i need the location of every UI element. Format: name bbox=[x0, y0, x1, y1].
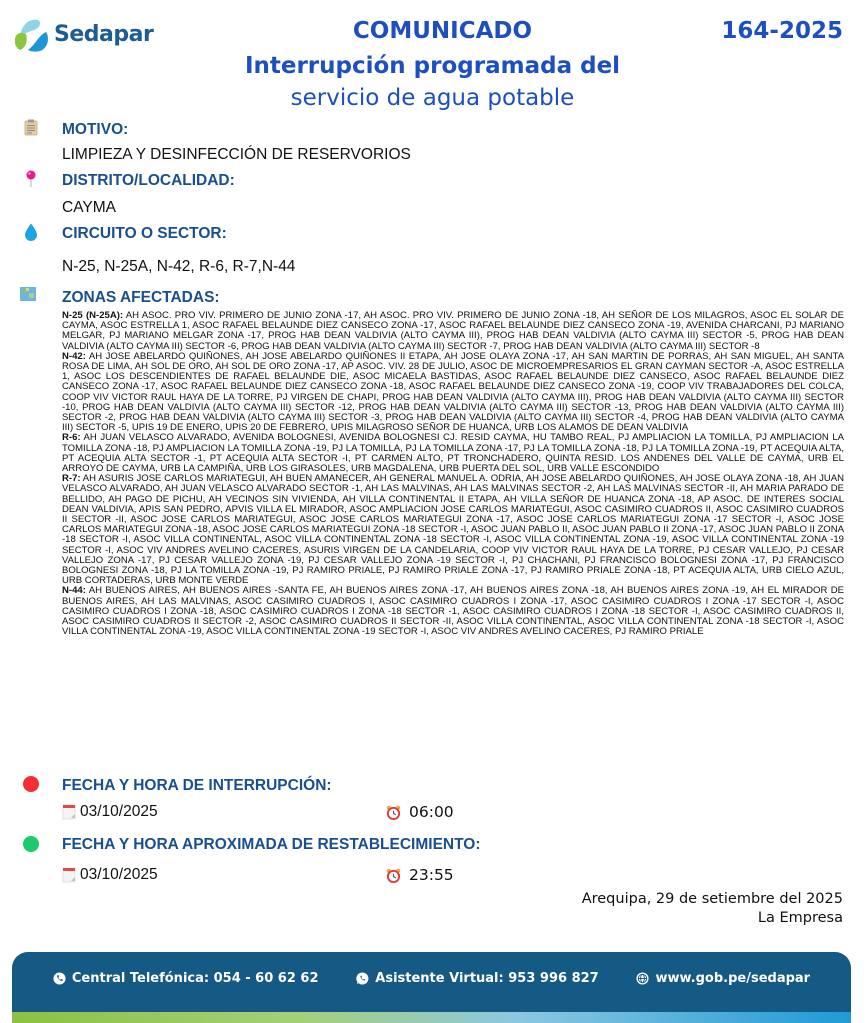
green-status-dot-icon bbox=[23, 836, 39, 852]
footer-virtual-assistant[interactable] bbox=[356, 971, 598, 986]
zone-paragraph bbox=[62, 433, 844, 474]
footer-website-link[interactable] bbox=[636, 971, 810, 986]
page-title: COMUNICADO bbox=[352, 18, 533, 44]
interrupcion-time bbox=[386, 803, 454, 821]
zone-text: AH JOSE ABELARDO QUIÑONES, AH JOSE ABELARDO QUIÑONES II ETAPA, AH JOSE OLAYA ZONA -17, AH SAN MARTIN DE PORRAS, AH SAN MIGUEL, AH SANTA ROSA DE LIMA, AH SOL DE ORO, AH SOL DE ORO ZONA -17, AP ASOC. VIV. 28 DE JULIO, ASOC DE MICROEMPRESARIOS EL GRAN CAYMAN SECTOR -A, ASOC ESTRELLA 1, ASOC LOS DESCENDIENTES DE RAFAEL BELAUNDE DIE, ASOC MICAELA BASTIDAS, ASOC RAFAEL BELAUNDE DIEZ CANSECO, ASOC RAFAEL BELAUNDE DIEZ CANSECO ZONA -17, ASOC RAFAEL BELAUNDE DIEZ CANSECO ZONA -18, ASOC RAFAEL BELAUNDE DIEZ CANSECO ZONA -19, COOP VIV TRABAJADORES DEL COLCA, COOP VIV VICTOR RAUL HAYA DE LA TORRE, PJ VIRGEN DE CHAPI, PROG HAB DEAN VALDIVIA (ALTO CAYMA III), PROG HAB DEAN VALDIVIA (ALTO CAYMA III) SECTOR -10, PROG HAB DEAN VALDIVIA (ALTO CAYMA III) SECTOR -12, PROG HAB DEAN VALDIVIA (ALTO CAYMA III) SECTOR -13, PROG HAB DEAN VALDIVIA (ALTO CAYMA III) SECTOR -2, PROG HAB DEAN VALDIVIA (ALTO CAYMA III) SECTOR -3, PROG HAB DEAN VALDIVIA (ALTO CAYMA III) SECTOR -4, PROG HAB DEAN VALDIVIA (ALTO CAYMA III) SECTOR -5, UPIS 19 DE ENERO, UPIS 20 DE FEBRERO, UPIS MILAGROSO SEÑOR DE HUANCA, URB LOS ALAMOS DE DEAN VALDIVIA bbox=[62, 350, 844, 434]
zone-sector: N-25 (N-25A): bbox=[62, 310, 124, 321]
red-status-dot-icon bbox=[23, 776, 39, 792]
footer-website-text: www.gob.pe/sedapar bbox=[655, 971, 811, 986]
signature-block bbox=[582, 890, 843, 928]
droplet-icon bbox=[24, 223, 38, 241]
zone-paragraph bbox=[62, 474, 844, 586]
document-number: 164-2025 bbox=[721, 18, 843, 44]
zone-paragraph bbox=[62, 311, 844, 352]
zone-sector: N-44: bbox=[62, 585, 86, 597]
motivo-value: LIMPIEZA Y DESINFECCIÓN DE RESERVORIOS bbox=[62, 146, 411, 163]
distrito-value: CAYMA bbox=[62, 199, 116, 216]
subtitle-line-2: servicio de agua potable bbox=[290, 85, 575, 111]
restablecimiento-date bbox=[62, 866, 158, 884]
footer-phone-text: Central Telefónica: 054 - 60 62 62 bbox=[71, 971, 319, 986]
calendar-icon bbox=[62, 867, 76, 883]
zone-sector: R-7: bbox=[62, 473, 81, 485]
zonas-label: ZONAS AFECTADAS: bbox=[62, 289, 220, 306]
footer-contact-bar bbox=[12, 952, 851, 1023]
zone-sector: R-6: bbox=[62, 432, 81, 444]
circuito-value: N-25, N-25A, N-42, R-6, R-7,N-44 bbox=[62, 258, 296, 275]
pushpin-icon bbox=[25, 170, 37, 188]
subtitle-line-1: Interrupción programada del bbox=[244, 53, 621, 79]
zone-sector: N-42: bbox=[62, 350, 86, 362]
circuito-label: CIRCUITO O SECTOR: bbox=[62, 225, 227, 242]
restablecimiento-date-value: 03/10/2025 bbox=[80, 866, 158, 883]
logo-text: Sedapar bbox=[54, 21, 154, 47]
restablecimiento-time bbox=[386, 866, 454, 884]
affected-zones-list bbox=[62, 311, 844, 638]
phone-icon bbox=[53, 972, 66, 985]
interrupcion-date bbox=[62, 803, 158, 821]
zone-text: AH ASURIS JOSE CARLOS MARIATEGUI, AH BUEN AMANECER, AH GENERAL MANUEL A. ODRIA, AH JOSE ABELARDO QUIÑONES, AH JOSE OLAYA ZONA -18, AH JUAN VELASCO ALVARADO, AH JUAN VELASCO ALVARADO SECTOR -1, AH LAS MALVINAS, AH LAS MALVINAS SECTOR -2, AH LAS MALVINAS SECTOR -II, AH MARIA PARADO DE BELLIDO, AH PAGO DE PICHU, AH VECINOS SIN VIVIENDA, AH VILLA CONTINENTAL II ETAPA, AH VILLA SEÑOR DE HUANCA ZONA -18, AP ASOC. DE INTERES SOCIAL DEAN VALDIVIA, APIS SAN PEDRO, APVIS VILLA EL MIRADOR, ASOC AMPLIACION JOSE CARLOS MARIATEGUI, ASOC CASIMIRO CUADROS II, ASOC CASIMIRO CUADROS II SECTOR -II, ASOC JOSE CARLOS MARIATEGUI, ASOC JOSE CARLOS MARIATEGUI ZONA -17, ASOC JOSE CARLOS MARIATEGUI ZONA -17 SECTOR -I, ASOC JOSE CARLOS MARIATEGUI ZONA -18, ASOC JOSE CARLOS MARIATEGUI ZONA -18 SECTOR -I, ASOC JUAN PABLO II, ASOC JUAN PABLO II ZONA -17, ASOC JUAN PABLO II ZONA -18 SECTOR -I, ASOC VILLA CONTINENTAL, ASOC VILLA CONTINENTAL ZONA -18 SECTOR -I, ASOC VILLA CONTINENTAL ZONA -19, ASOC VILLA CONTINENTAL ZONA -19 SECTOR -I, ASOC VIV ANDRES AVELINO CACERES, ASURIS VIRGEN DE LA CANDELARIA, COOP VIV VICTOR RAUL HAYA DE LA TORRE, PJ CESAR VALLEJO, PJ CESAR VALLEJO ZONA -17, PJ CESAR VALLEJO ZONA -19, PJ CESAR VALLEJO ZONA -19 SECTOR -I, PJ CHACHANI, PJ FRANCISCO BOLOGNESI ZONA -17, PJ FRANCISCO BOLOGNESI ZONA -18, PJ LA TOMILLA ZONA -19, PJ RAMIRO PRIALE, PJ RAMIRO PRIALE ZONA -17, PJ RAMIRO PRIALE ZONA -18, PT ACEQUIA ALTA, URB CIELO AZUL, URB CORTADERAS, URB MONTE VERDE bbox=[62, 473, 844, 587]
zone-paragraph bbox=[62, 352, 844, 434]
clipboard-icon bbox=[24, 119, 38, 136]
footer-gradient-bar bbox=[12, 1012, 851, 1023]
restablecimiento-label: FECHA Y HORA APROXIMADA DE RESTABLECIMIENTO: bbox=[62, 836, 481, 853]
alarm-clock-icon bbox=[386, 868, 401, 883]
globe-icon bbox=[636, 972, 649, 985]
signer: La Empresa bbox=[757, 910, 843, 926]
zone-text: AH ASOC. PRO VIV. PRIMERO DE JUNIO ZONA -17, AH ASOC. PRO VIV. PRIMERO DE JUNIO ZONA -18, AH SEÑOR DE LOS MILAGROS, ASOC EL SOLAR DE CAYMA, ASOC ESTRELLA 1, ASOC RAFAEL BELAUNDE DIEZ CANSECO ZONA -17, ASOC RAFAEL BELAUNDE DIEZ CANSECO ZONA -19, AVENIDA CHARCANI, PJ MARIANO MELGAR, PJ MARIANO MELGAR ZONA -17, PROG HAB DEAN VALDIVIA (ALTO CAYMA III), PROG HAB DEAN VALDIVIA (ALTO CAYMA III) SECTOR -5, PROG HAB DEAN VALDIVIA (ALTO CAYMA III) SECTOR -6, PROG HAB DEAN VALDIVIA (ALTO CAYMA III) SECTOR -7, PROG HAB DEAN VALDIVIA (ALTO CAYMA III) SECTOR -8 bbox=[62, 310, 844, 352]
motivo-label: MOTIVO: bbox=[62, 121, 129, 138]
interrupcion-date-value: 03/10/2025 bbox=[80, 803, 158, 820]
place-date: Arequipa, 29 de setiembre del 2025 bbox=[581, 891, 843, 907]
zone-paragraph bbox=[62, 586, 844, 637]
footer-phone[interactable] bbox=[53, 971, 319, 986]
interrupcion-label: FECHA Y HORA DE INTERRUPCIÓN: bbox=[62, 777, 332, 794]
distrito-label: DISTRITO/LOCALIDAD: bbox=[62, 172, 235, 189]
footer-virtual-assistant-text: Asistente Virtual: 953 996 827 bbox=[375, 971, 599, 986]
calendar-icon bbox=[62, 804, 76, 820]
whatsapp-icon bbox=[356, 972, 369, 985]
restablecimiento-time-value: 23:55 bbox=[409, 866, 454, 884]
map-icon bbox=[20, 287, 36, 301]
interrupcion-time-value: 06:00 bbox=[409, 803, 454, 821]
zone-text: AH JUAN VELASCO ALVARADO, AVENIDA BOLOGNESI, AVENIDA BOLOGNESI CJ. RESID CAYMA, HU TAMBO REAL, PJ AMPLIACION LA TOMILLA, PJ AMPLIACION LA TOMILLA ZONA -18, PJ AMPLIACION LA TOMILLA ZONA -19, PJ LA TOMILLA, PJ LA TOMILLA ZONA -17, PJ LA TOMILLA ZONA -18, PJ LA TOMILLA ZONA -19, PT ACEQUIA ALTA, PT ACEQUIA ALTA SECTOR -1, PT ACEQUIA ALTA SECTOR -I, PT CARMEN ALTO, PT TRONCHADERO, QUINTA RESID. LOS ANDENES DEL VALLE DE CAYMA, URB EL ARROYO DE CAYMA, URB LA CAMPIÑA, URB LOS GIRASOLES, URB MAGDALENA, URB PUERTA DEL SOL, URB VALLE ESCONDIDO bbox=[62, 432, 844, 475]
alarm-clock-icon bbox=[386, 805, 401, 820]
zone-text: AH BUENOS AIRES, AH BUENOS AIRES -SANTA FE, AH BUENOS AIRES ZONA -17, AH BUENOS AIRES ZONA -18, AH BUENOS AIRES ZONA -19, AH EL MIRADOR DE BUENOS AIRES, AH LAS MALVINAS, ASOC CASIMIRO CUADROS I, ASOC CASIMIRO CUADROS I ZONA -17, ASOC CASIMIRO CUADROS I ZONA -17 SECTOR -I, ASOC CASIMIRO CUADROS I ZONA -18, ASOC CASIMIRO CUADROS I ZONA -18 SECTOR -1, ASOC CASIMIRO CUADROS I ZONA -18 SECTOR -I, ASOC CASIMIRO CUADROS II, ASOC CASIMIRO CUADROS II SECTOR -2, ASOC CASIMIRO CUADROS II SECTOR -II, ASOC VILLA CONTINENTAL, ASOC VILLA CONTINENTAL ZONA -18 SECTOR -I, ASOC VILLA CONTINENTAL ZONA -19, ASOC VILLA CONTINENTAL ZONA -19 SECTOR -I, ASOC VIV ANDRES AVELINO CACERES, PJ RAMIRO PRIALE bbox=[62, 585, 844, 638]
